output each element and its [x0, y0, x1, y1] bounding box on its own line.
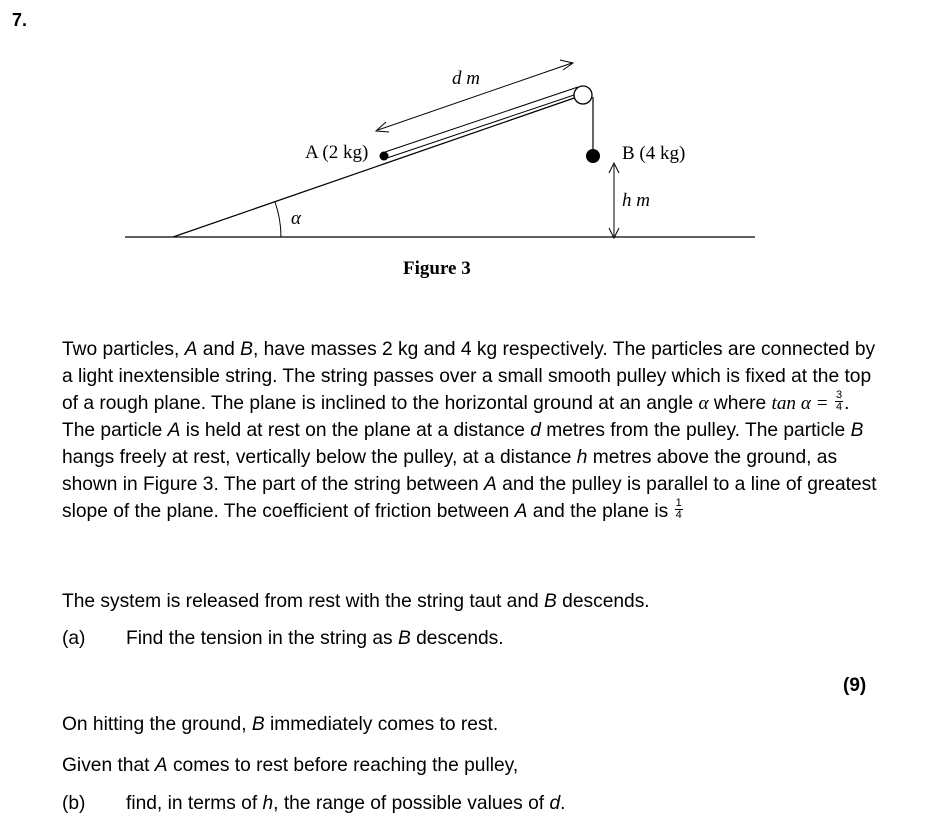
- part-b: (b) find, in terms of h, the range of possible values of d.: [62, 793, 566, 814]
- string-upper: [385, 87, 578, 152]
- question-number: 7.: [12, 10, 28, 30]
- part-b-label: (b): [62, 793, 86, 814]
- label-h: h m: [622, 190, 650, 211]
- angle-arc: [275, 202, 281, 237]
- problem-statement: Two particles, A and B, have masses 2 kg and 4 kg respectively. The particles are connected by a light inextensible string. The string passes over a small smooth pulley which is fixed at the top of a rough plane. The plane is inclined to the horizontal ground at an angle α where tan α = $\frac{3}{4}$ . The particle A is held at rest on the plane at a distance d metres from the pulley. The particle B hangs freely at rest, vertically below the pulley, at a distance h metres above the ground, as shown in Figure 3. The part of the string between A and the pulley is parallel to a line of greatest slope of the plane. The coefficient of friction between A and the plane is $\frac{1}{4}$: [62, 339, 877, 522]
- tan-expression: tan α =: [771, 393, 829, 414]
- label-b-mass: B (4 kg): [622, 143, 686, 164]
- particle-a: [380, 152, 389, 161]
- fraction-one-quarter: $\frac{1}{4}$: [675, 497, 682, 522]
- label-alpha: α: [291, 208, 301, 229]
- fraction-three-quarters: $\frac{3}{4}$: [835, 389, 843, 414]
- label-d: d m: [452, 68, 480, 89]
- part-a-label: (a): [62, 628, 86, 649]
- string-lower: [387, 93, 580, 158]
- figure-3-diagram: [0, 0, 952, 300]
- label-a-mass: A (2 kg): [305, 142, 369, 163]
- figure-caption: Figure 3: [403, 258, 471, 279]
- pulley: [574, 86, 592, 104]
- inclined-plane: [173, 96, 580, 237]
- hit-ground-statement: On hitting the ground, B immediately comes to rest.: [62, 714, 499, 735]
- particle-b: [586, 149, 600, 163]
- part-a-marks: (9): [843, 675, 867, 696]
- part-a: (a) Find the tension in the string as B descends.: [62, 628, 504, 649]
- given-statement: Given that A comes to rest before reaching the pulley,: [62, 755, 519, 776]
- release-statement: The system is released from rest with the string taut and B descends.: [62, 591, 650, 612]
